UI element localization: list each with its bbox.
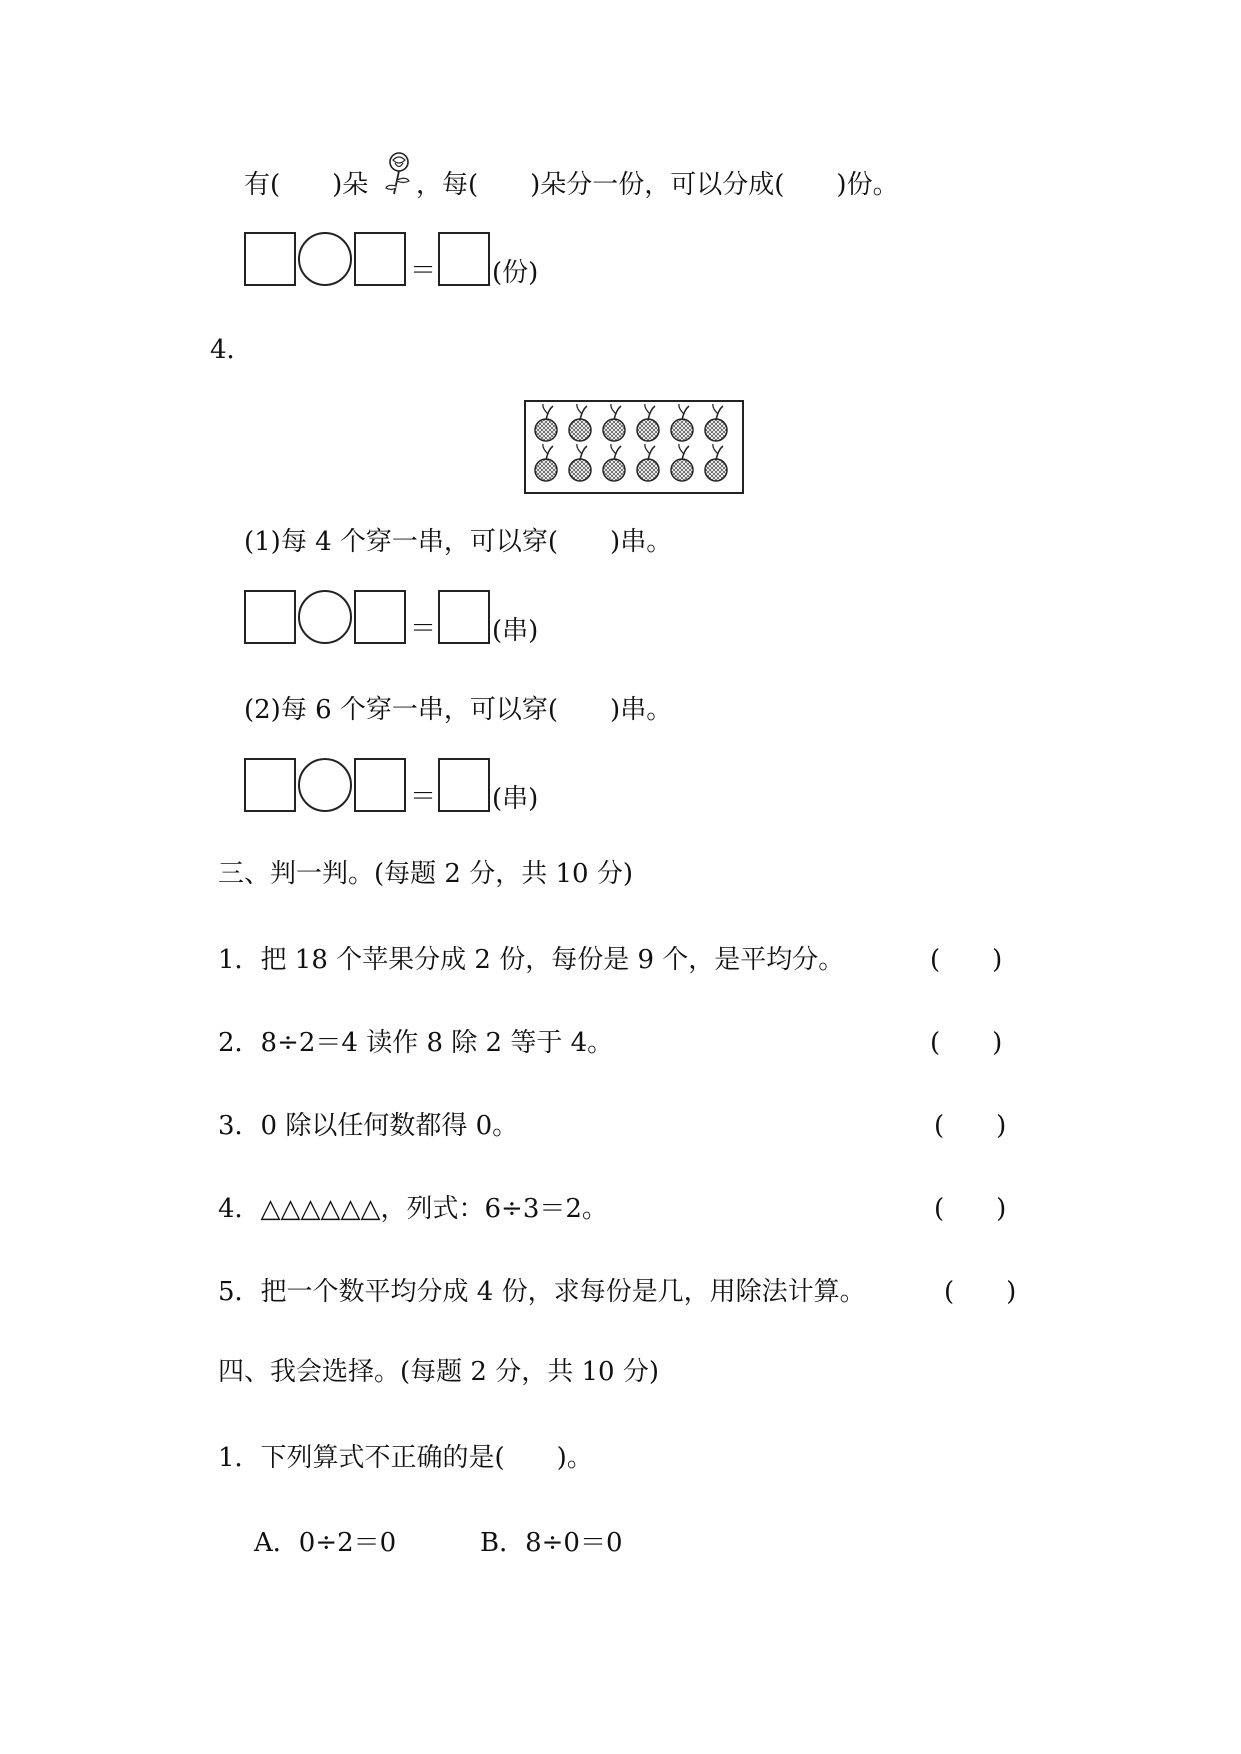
judge-answer-3[interactable]: ( ) bbox=[934, 1111, 1007, 1141]
unit-label: (份) bbox=[492, 258, 539, 288]
judge-item-3: 3．0 除以任何数都得 0。 bbox=[218, 1111, 519, 1141]
answer-box[interactable] bbox=[438, 232, 490, 286]
equals-sign: ＝ bbox=[410, 782, 437, 812]
section3-heading: 三、判一判。(每题 2 分，共 10 分) bbox=[218, 859, 633, 889]
cherry-icon bbox=[603, 404, 625, 441]
judge-item-1: 1．把 18 个苹果分成 2 份，每份是 9 个，是平均分。 bbox=[218, 945, 845, 975]
cherry-icon bbox=[705, 444, 727, 481]
q4-number: 4． bbox=[210, 335, 253, 365]
answer-box[interactable] bbox=[244, 758, 296, 812]
operator-circle[interactable] bbox=[298, 590, 352, 644]
q4-sub2-equation bbox=[244, 758, 564, 814]
equals-sign: ＝ bbox=[410, 614, 437, 644]
judge-item-5: 5．把一个数平均分成 4 份，求每份是几，用除法计算。 bbox=[218, 1277, 866, 1307]
unit-label: (串) bbox=[492, 616, 539, 646]
q3-prompt-have: 有( )朵 bbox=[244, 170, 369, 200]
cherry-icon bbox=[535, 404, 557, 441]
q4-sub2-text: (2)每 6 个穿一串，可以穿( )串。 bbox=[244, 695, 673, 725]
cherry-icon bbox=[671, 444, 693, 481]
choice-option-b[interactable]: B．8÷0＝0 bbox=[480, 1528, 623, 1558]
judge-answer-2[interactable]: ( ) bbox=[930, 1028, 1003, 1058]
unit-label: (串) bbox=[492, 784, 539, 814]
cherry-icon bbox=[705, 404, 727, 441]
cherry-icon bbox=[671, 404, 693, 441]
answer-box[interactable] bbox=[354, 590, 406, 644]
choice-option-a[interactable]: A．0÷2＝0 bbox=[254, 1528, 397, 1558]
judge-answer-5[interactable]: ( ) bbox=[944, 1277, 1017, 1307]
cherry-icon-grid bbox=[524, 400, 744, 494]
answer-box[interactable] bbox=[354, 758, 406, 812]
choice-question-1: 1．下列算式不正确的是( )。 bbox=[218, 1443, 593, 1473]
section4-heading: 四、我会选择。(每题 2 分，共 10 分) bbox=[218, 1357, 659, 1387]
cherry-icon bbox=[637, 404, 659, 441]
judge-item-2: 2．8÷2＝4 读作 8 除 2 等于 4。 bbox=[218, 1028, 614, 1058]
q3-prompt-rest: ，每( )朵分一份，可以分成( )份。 bbox=[416, 170, 899, 200]
cherry-icon bbox=[535, 444, 557, 481]
q4-sub1-text: (1)每 4 个穿一串，可以穿( )串。 bbox=[244, 527, 673, 557]
equals-sign: ＝ bbox=[410, 256, 437, 286]
answer-box[interactable] bbox=[244, 590, 296, 644]
answer-box[interactable] bbox=[438, 758, 490, 812]
answer-box[interactable] bbox=[354, 232, 406, 286]
judge-item-4: 4．△△△△△△，列式：6÷3＝2。 bbox=[218, 1194, 608, 1224]
operator-circle[interactable] bbox=[298, 232, 352, 286]
answer-box[interactable] bbox=[244, 232, 296, 286]
judge-answer-4[interactable]: ( ) bbox=[934, 1194, 1007, 1224]
judge-answer-1[interactable]: ( ) bbox=[930, 945, 1003, 975]
q4-sub1-equation bbox=[244, 590, 564, 646]
cherry-icon bbox=[569, 444, 591, 481]
cherry-icon bbox=[569, 404, 591, 441]
rose-icon bbox=[382, 150, 416, 198]
cherry-icon bbox=[637, 444, 659, 481]
cherry-icon bbox=[603, 444, 625, 481]
answer-box[interactable] bbox=[438, 590, 490, 644]
q3-equation bbox=[244, 232, 564, 288]
operator-circle[interactable] bbox=[298, 758, 352, 812]
